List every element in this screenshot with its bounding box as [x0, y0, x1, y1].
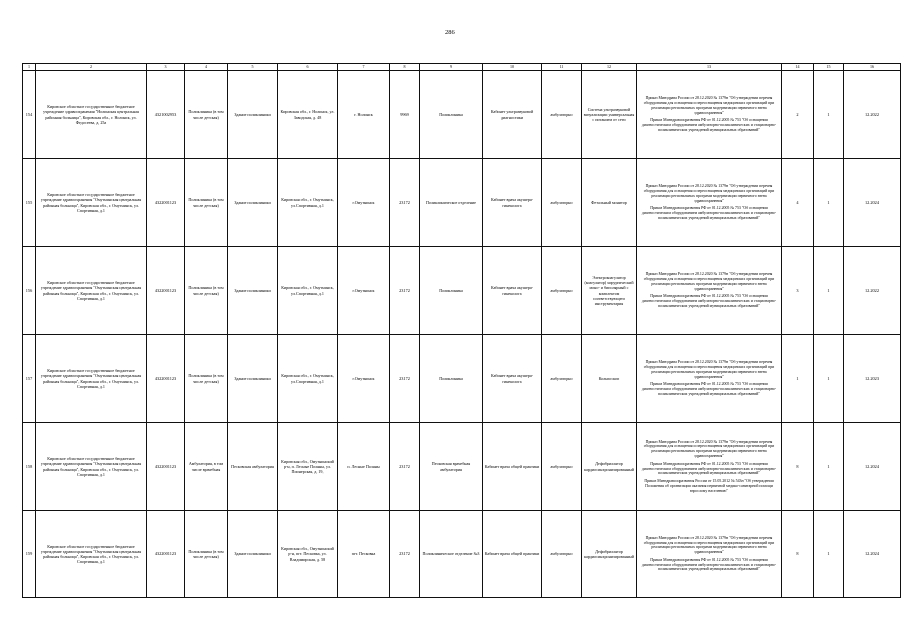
- column-number: 13: [637, 64, 782, 71]
- column-number: 7: [338, 64, 390, 71]
- legal-basis-text: Приказ Минздравсоцразвития РФ от 01.12.2005 № 753 "Об оснащении диагностическим оборудованием амбулаторно-поликлинических и стационарно-поликлинических учреждений муниципальных образований": [641, 206, 777, 220]
- column-number: 6: [278, 64, 338, 71]
- facility-type-cell: Поликлиника (в том числе детская): [185, 159, 228, 247]
- facility-type-cell: Поликлиника (в том числе детская): [185, 71, 228, 159]
- locality-cell: г. Нолинск: [338, 71, 390, 159]
- code-cell: 23172: [390, 159, 420, 247]
- legal-basis-text: Приказ Минздрава России от 28.12.2020 № 1379н "Об утверждении перечня оборудования для оснащения и переоснащения медицинских организаций при реализации региональных программ модернизации первичного звена здравоохранения": [643, 535, 775, 555]
- locality-cell: г.Омутнинск: [338, 335, 390, 423]
- row-number: 158: [23, 423, 36, 511]
- legal-basis-text: Приказ Минздравсоцразвития РФ от 01.12.2005 № 753 "Об оснащении диагностическим оборудованием амбулаторно-поликлинических и стационарно-поликлинических учреждений муниципальных образований": [641, 557, 777, 572]
- care-mode-cell: амбулаторно: [542, 335, 582, 423]
- care-mode-cell: амбулаторно: [542, 511, 582, 598]
- legal-basis-text: Приказ Минздравсоцразвития России от 15.05.2012 № 543н "Об утверждении Положения об организации оказания первичной медико-санитарной помощи взрослому населению": [644, 479, 774, 493]
- code-cell: 23172: [390, 511, 420, 598]
- row-number: 159: [23, 511, 36, 598]
- column-number: 11: [542, 64, 582, 71]
- code-cell: 23172: [390, 247, 420, 335]
- equipment-cell: Фетальный монитор: [582, 159, 637, 247]
- organization-cell: Кировское областное государственное бюджетное учреждение здравоохранения "Омутнинская центральная районная больница", Кировская обл., г. Омутнинск, ул. Спортивная, д.1: [36, 423, 147, 511]
- count-cell: 1: [814, 335, 844, 423]
- building-cell: Здание поликлиники: [228, 71, 278, 159]
- date-cell: 12.2022: [844, 247, 901, 335]
- row-number: 154: [23, 71, 36, 159]
- building-cell: Здание поликлиники: [228, 247, 278, 335]
- equipment-cell: Электрокоагулятор (коагулятор) хирургический моно- и биполярный с комплектом соответствующего инструментария: [582, 247, 637, 335]
- organization-cell: Кировское областное государственное бюджетное учреждение здравоохранения "Омутнинская центральная районная больница", Кировская обл., г. Омутнинск, ул. Спортивная, д.1: [36, 247, 147, 335]
- address-cell: Кировская обл., Омутнинский р-н, пгт. Песковка, ул. Владимирская, д. 58: [278, 511, 338, 598]
- facility-type-cell: Поликлиника (в том числе детская): [185, 335, 228, 423]
- locality-cell: г.Омутнинск: [338, 247, 390, 335]
- building-cell: Здание поликлиники: [228, 511, 278, 598]
- building-cell: Здание поликлиники: [228, 335, 278, 423]
- organization-cell: Кировское областное государственное бюджетное учреждение здравоохранения "Нолинская центральная районная больница", Кировская обл., г. Нолинск, ул. Федосеева, д. 25а: [36, 71, 147, 159]
- legal-basis-cell: [637, 159, 782, 247]
- legal-basis-text: Приказ Минздравсоцразвития РФ от 01.12.2005 № 753 "Об оснащении диагностическим оборудованием амбулаторно-поликлинических и стационарно-поликлинических учреждений муниципальных образований": [641, 294, 777, 308]
- address-cell: Кировская обл., г. Нолинск, ул. Заводская, д. 48: [278, 71, 338, 159]
- quantity-cell: 8: [782, 511, 814, 598]
- organization-cell: Кировское областное государственное бюджетное учреждение здравоохранения "Омутнинская центральная районная больница", Кировская обл., г. Омутнинск, ул. Спортивная, д.1: [36, 511, 147, 598]
- inn-cell: 4322001123: [147, 335, 185, 423]
- table-row: [23, 511, 901, 598]
- equipment-cell: Кольпоскоп: [582, 335, 637, 423]
- count-cell: 1: [814, 159, 844, 247]
- legal-basis-cell: [637, 335, 782, 423]
- table-row: [23, 335, 901, 423]
- locality-cell: г.Омутнинск: [338, 159, 390, 247]
- legal-basis-text: Приказ Минздрава России от 28.12.2020 № 1379н "Об утверждении перечня оборудования для оснащения и переоснащения медицинских организаций при реализации региональных программ модернизации первичного звена здравоохранения": [643, 96, 775, 115]
- table-row: [23, 247, 901, 335]
- department-cell: Песковская врачебная амбулатория: [420, 423, 483, 511]
- cabinet-cell: Кабинет врача акушера-гинеколога: [483, 159, 542, 247]
- department-cell: Поликлиника: [420, 335, 483, 423]
- legal-basis-text: Приказ Минздравсоцразвития РФ от 01.12.2005 № 753 "Об оснащении диагностическим оборудованием амбулаторно-поликлинических и стационарно-поликлинических учреждений муниципальных образований": [641, 461, 777, 476]
- count-cell: 1: [814, 247, 844, 335]
- column-number: 4: [185, 64, 228, 71]
- row-number: 155: [23, 159, 36, 247]
- organization-cell: Кировское областное государственное бюджетное учреждение здравоохранения "Омутнинская центральная районная больница", Кировская обл., г. Омутнинск, ул. Спортивная, д.1: [36, 159, 147, 247]
- facility-type-cell: Амбулатория, в том числе врачебная: [185, 423, 228, 511]
- locality-cell: п. Лесные Поляны: [338, 423, 390, 511]
- care-mode-cell: амбулаторно: [542, 423, 582, 511]
- address-cell: Кировская обл., г. Омутнинск, ул.Спортивная, д.1: [278, 247, 338, 335]
- inn-cell: 4322001123: [147, 511, 185, 598]
- facility-type-cell: Поликлиника (в том числе детская): [185, 247, 228, 335]
- table-row: [23, 71, 901, 159]
- column-number: 3: [147, 64, 185, 71]
- column-number-row: [23, 64, 901, 71]
- column-number: 9: [420, 64, 483, 71]
- column-number: 10: [483, 64, 542, 71]
- quantity-cell: 2: [782, 71, 814, 159]
- legal-basis-cell: [637, 423, 782, 511]
- legal-basis-cell: [637, 71, 782, 159]
- column-number: 1: [23, 64, 36, 71]
- code-cell: 23172: [390, 423, 420, 511]
- date-cell: 12.2023: [844, 335, 901, 423]
- inn-cell: 4322001123: [147, 423, 185, 511]
- legal-basis-text: Приказ Минздравсоцразвития РФ от 01.12.2005 № 753 "Об оснащении диагностическим оборудованием амбулаторно-поликлинических и стационарно-поликлинических учреждений муниципальных образований": [641, 382, 777, 396]
- code-cell: 23172: [390, 335, 420, 423]
- column-number: 2: [36, 64, 147, 71]
- row-number: 156: [23, 247, 36, 335]
- count-cell: 1: [814, 423, 844, 511]
- column-number: 12: [582, 64, 637, 71]
- equipment-cell: Система ультразвуковой визуализации универсальная с питанием от сети: [582, 71, 637, 159]
- column-number: 15: [814, 64, 844, 71]
- cabinet-cell: Кабинет ультразвуковой диагностики: [483, 71, 542, 159]
- cabinet-cell: Кабинет врача общей практики: [483, 423, 542, 511]
- equipment-table: [22, 63, 901, 598]
- code-cell: 9969: [390, 71, 420, 159]
- cabinet-cell: Кабинет врача акушера-гинеколога: [483, 247, 542, 335]
- building-cell: Здание поликлиники: [228, 159, 278, 247]
- legal-basis-cell: [637, 511, 782, 598]
- equipment-cell: Дефибриллятор кардиосинхронизированный: [582, 511, 637, 598]
- table-row: [23, 159, 901, 247]
- quantity-cell: 1: [782, 335, 814, 423]
- row-number: 157: [23, 335, 36, 423]
- page-number: 286: [445, 29, 455, 36]
- quantity-cell: 8: [782, 423, 814, 511]
- legal-basis-text: Приказ Минздрава России от 28.12.2020 № 1379н "Об утверждении перечня оборудования для оснащения и переоснащения медицинских организаций при реализации региональных программ модернизации первичного звена здравоохранения": [643, 272, 775, 291]
- legal-basis-text: Приказ Минздрава России от 28.12.2020 № 1379н "Об утверждении перечня оборудования для оснащения и переоснащения медицинских организаций при реализации региональных программ модернизации первичного звена здравоохранения": [643, 184, 775, 203]
- locality-cell: пгт. Песковка: [338, 511, 390, 598]
- date-cell: 12.2024: [844, 423, 901, 511]
- legal-basis-text: Приказ Минздрава России от 28.12.2020 № 1379н "Об утверждении перечня оборудования для оснащения и переоснащения медицинских организаций при реализации региональных программ модернизации первичного звена здравоохранения": [643, 360, 775, 379]
- department-cell: Поликлиническое отделение №3: [420, 511, 483, 598]
- table-row: [23, 423, 901, 511]
- column-number: 14: [782, 64, 814, 71]
- date-cell: 12.2024: [844, 159, 901, 247]
- column-number: 16: [844, 64, 901, 71]
- organization-cell: Кировское областное государственное бюджетное учреждение здравоохранения "Омутнинская центральная районная больница", Кировская обл., г. Омутнинск, ул. Спортивная, д.1: [36, 335, 147, 423]
- quantity-cell: 4: [782, 159, 814, 247]
- department-cell: Поликлиническое отделение: [420, 159, 483, 247]
- inn-cell: 4321002953: [147, 71, 185, 159]
- address-cell: Кировская обл., Омутнинский р-н, п. Лесные Поляны, ул. Пионерская, д. 19,: [278, 423, 338, 511]
- date-cell: 12.2024: [844, 511, 901, 598]
- equipment-cell: Дефибриллятор кардиосинхронизированный: [582, 423, 637, 511]
- quantity-cell: 3: [782, 247, 814, 335]
- legal-basis-cell: [637, 247, 782, 335]
- count-cell: 1: [814, 71, 844, 159]
- date-cell: 12.2022: [844, 71, 901, 159]
- care-mode-cell: амбулаторно: [542, 247, 582, 335]
- cabinet-cell: Кабинет врача акушера-гинеколога: [483, 335, 542, 423]
- address-cell: Кировская обл., г. Омутнинск, ул.Спортивная, д.1: [278, 335, 338, 423]
- legal-basis-text: Приказ Минздрава России от 28.12.2020 № 1379н "Об утверждении перечня оборудования для оснащения и переоснащения медицинских организаций при реализации региональных программ модернизации первичного звена здравоохранения": [643, 439, 775, 458]
- column-number: 5: [228, 64, 278, 71]
- building-cell: Песковская амбулатория: [228, 423, 278, 511]
- care-mode-cell: амбулаторно: [542, 159, 582, 247]
- department-cell: Поликлиника: [420, 71, 483, 159]
- cabinet-cell: Кабинет врача общей практики: [483, 511, 542, 598]
- address-cell: Кировская обл., г. Омутнинск, ул.Спортивная, д.1: [278, 159, 338, 247]
- care-mode-cell: амбулаторно: [542, 71, 582, 159]
- facility-type-cell: Поликлиника (в том числе детская): [185, 511, 228, 598]
- inn-cell: 4322001123: [147, 159, 185, 247]
- legal-basis-text: Приказ Минздравсоцразвития РФ от 01.12.2005 № 753 "Об оснащении диагностическим оборудованием амбулаторно-поликлинических и стационарно-поликлинических учреждений муниципальных образований": [641, 118, 777, 132]
- inn-cell: 4322001123: [147, 247, 185, 335]
- department-cell: Поликлиника: [420, 247, 483, 335]
- count-cell: 1: [814, 511, 844, 598]
- column-number: 8: [390, 64, 420, 71]
